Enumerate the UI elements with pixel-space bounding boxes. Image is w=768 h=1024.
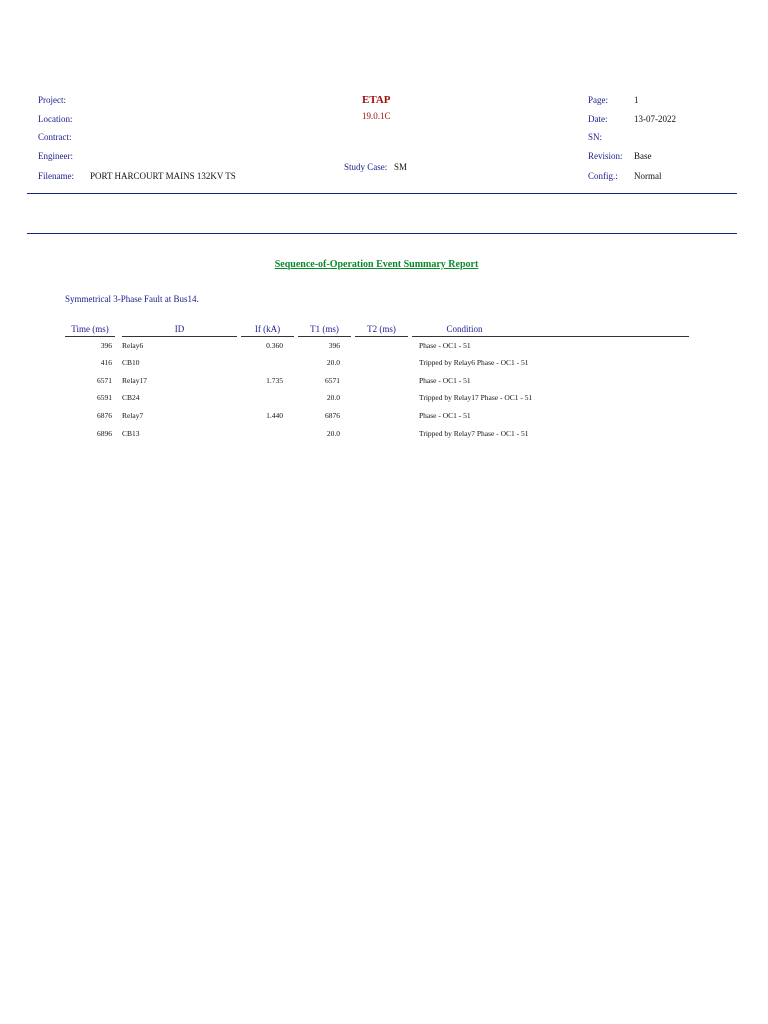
- study-case-value: SM: [394, 162, 408, 172]
- cell-condition: Tripped by Relay17 Phase - OC1 - 51: [419, 393, 533, 402]
- page-label: Page:: [588, 95, 608, 105]
- fault-description: Symmetrical 3-Phase Fault at Bus14.: [65, 294, 199, 304]
- cell-condition: Phase - OC1 - 51: [419, 376, 471, 385]
- cell-time: 6591: [97, 393, 112, 402]
- cell-condition: Tripped by Relay7 Phase - OC1 - 51: [419, 429, 529, 438]
- cell-time: 416: [100, 358, 112, 367]
- revision-value: Base: [634, 151, 652, 161]
- report-title: Sequence-of-Operation Event Summary Report: [274, 259, 479, 270]
- page-value: 1: [634, 95, 639, 105]
- etap-version: 19.0.1C: [362, 111, 391, 121]
- engineer-label: Engineer:: [38, 151, 73, 161]
- col-underline-t1: [298, 336, 351, 337]
- cell-t1: 6571: [325, 376, 340, 385]
- cell-condition: Phase - OC1 - 51: [419, 411, 471, 420]
- cell-id: CB24: [122, 393, 140, 402]
- cell-id: CB10: [122, 358, 140, 367]
- filename-label: Filename:: [38, 171, 74, 181]
- col-header-condition: Condition: [446, 324, 483, 334]
- col-header-time: Time (ms): [71, 324, 109, 334]
- section-divider: [27, 233, 737, 234]
- location-label: Location:: [38, 114, 73, 124]
- cell-time: 396: [100, 341, 112, 350]
- cell-if: 0.360: [266, 341, 283, 350]
- col-underline-time: [65, 336, 115, 337]
- cell-t1: 20.0: [326, 429, 340, 438]
- cell-condition: Phase - OC1 - 51: [419, 341, 471, 350]
- date-value: 13-07-2022: [634, 114, 676, 124]
- config-label: Config.:: [588, 171, 618, 181]
- cell-if: 1.440: [266, 411, 283, 420]
- col-header-t1: T1 (ms): [310, 324, 339, 334]
- cell-id: CB13: [122, 429, 140, 438]
- contract-label: Contract:: [38, 132, 72, 142]
- col-header-t2: T2 (ms): [367, 324, 396, 334]
- cell-t1: 6876: [325, 411, 340, 420]
- project-label: Project:: [38, 95, 66, 105]
- cell-t1: 20.0: [326, 358, 340, 367]
- header-divider: [27, 193, 737, 194]
- col-header-if: If (kA): [254, 324, 281, 334]
- cell-id: Relay17: [122, 376, 147, 385]
- study-case-label: Study Case:: [344, 162, 388, 172]
- cell-t1: 20.0: [326, 393, 340, 402]
- date-label: Date:: [588, 114, 608, 124]
- cell-t1: 396: [328, 341, 340, 350]
- filename-value: PORT HARCOURT MAINS 132KV TS: [90, 171, 236, 181]
- col-underline-id: [122, 336, 237, 337]
- col-header-id: ID: [174, 324, 185, 334]
- etap-brand: ETAP: [362, 94, 391, 106]
- col-underline-t2: [355, 336, 408, 337]
- cell-condition: Tripped by Relay6 Phase - OC1 - 51: [419, 358, 529, 367]
- sn-label: SN:: [588, 132, 603, 142]
- cell-time: 6896: [97, 429, 112, 438]
- cell-time: 6571: [97, 376, 112, 385]
- col-underline-if: [241, 336, 294, 337]
- cell-if: 1.735: [266, 376, 283, 385]
- config-value: Normal: [634, 171, 662, 181]
- cell-id: Relay7: [122, 411, 144, 420]
- cell-id: Relay6: [122, 341, 144, 350]
- revision-label: Revision:: [588, 151, 623, 161]
- cell-time: 6876: [97, 411, 112, 420]
- col-underline-condition: [412, 336, 689, 337]
